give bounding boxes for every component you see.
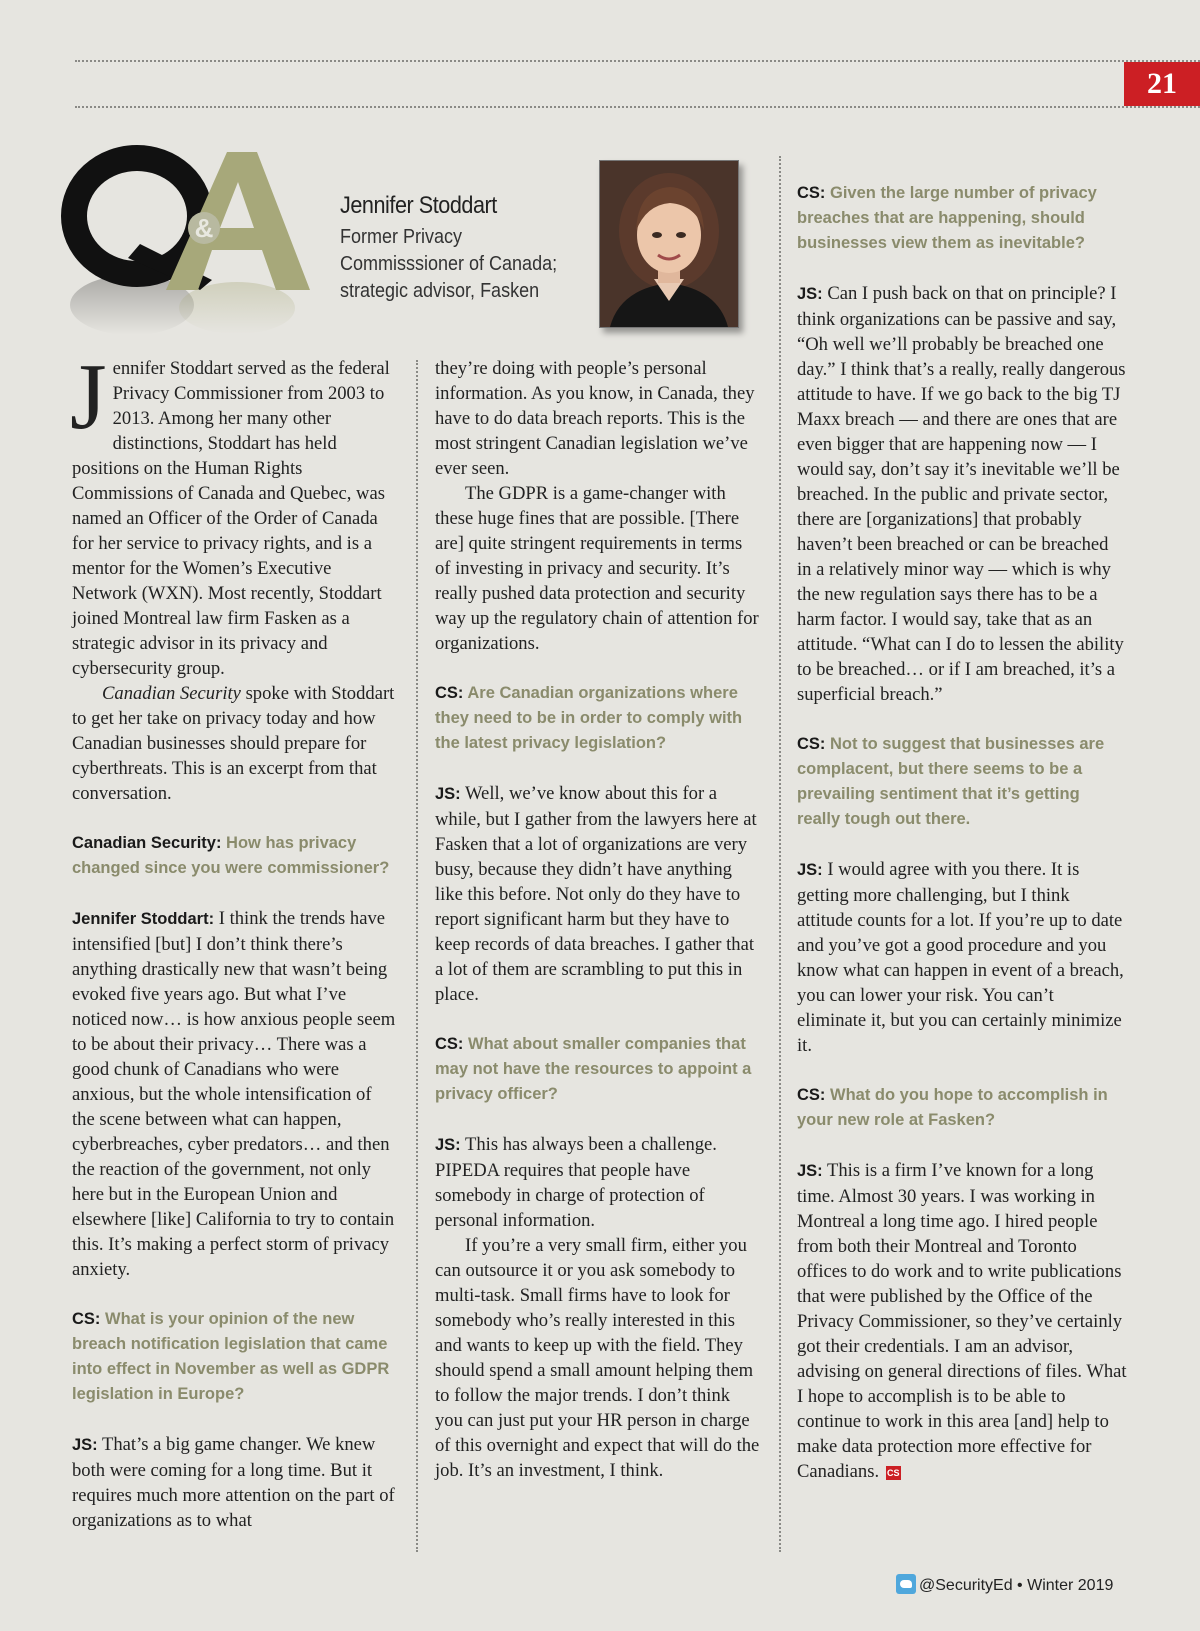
answer-3-text: Well, we’ve know about this for a while, but I gather from the lawyers here at Fasken that a lot of organizations are very busy, because they didn’t have anything like this before. Not only do they have to report significant harm but they have to keep records of data breaches. I gather that a lot of them are scrambling to put this in place.: [435, 783, 757, 1005]
intro-text: ennifer Stoddart served as the federal Privacy Commissioner from 2003 to 2013. Among her many other distinctions, Stoddart has held positions on the Human Rights Commissions of Canada and Quebec, was named an Officer of the Order of Canada for her service to privacy rights, and is a mentor for the Women’s Executive Network (WXN). Most recently, Stoddart joined Montreal law firm Fasken as a strategic advisor in its privacy and cybersecurity group.: [72, 358, 390, 679]
answer-6-label: JS:: [797, 861, 823, 879]
issue-date: Winter 2019: [1027, 1577, 1114, 1594]
answer-4-paragraph-2: If you’re a very small firm, either you can outsource it or you ask somebody to multi-task. Small firms have to look for somebody who’s really interested in this and wants to keep up with the field. They should spend a small amount helping them to follow the major trends. I don’t think you can just put your HR person in charge of this overnight and expect that will do the job. It’s an investment, I think.: [435, 1235, 760, 1481]
ampersand: &: [194, 213, 214, 243]
publication-name: Canadian Security: [102, 683, 241, 704]
footer-separator: •: [1012, 1577, 1028, 1594]
answer-5: [797, 281, 1127, 707]
qa-logo-graphic: [62, 140, 332, 350]
intro-paragraph: [70, 345, 397, 681]
interviewee-title-line-3: strategic advisor, Fasken: [340, 280, 540, 302]
answer-2-text: That’s a big game changer. We knew both were coming for a long time. But it requires much more attention on the part of organizations as to what: [72, 1434, 395, 1531]
header-dotted-rule: [75, 106, 1200, 108]
answer-5-text: Can I push back on that on principle? I think organizations can be passive and say, “Oh well we’ll probably be breached one day.” I think that’s a really, really dangerous attitude to have. If we go back to the big TJ Maxx breach — and there are ones that are even bigger that are happening now — I would say, don’t say it’s inevitable we’ll be breached. In the public and private sector, there are [organizations] that probably haven’t been breached or can be breached in a relatively minor way — which is why the new regulation says there has to be a harm factor. I would say, take that as an attitude. “What can I do to lessen the ability to be breached… or if I am breached, it’s a superficial breach.”: [797, 283, 1126, 705]
answer-2-continued: they’re doing with people’s personal information. As you know, in Canada, they have to do data breach reports. This is the most stringent Canadian legislation we’ve ever seen.: [435, 358, 755, 479]
question-2-label: CS:: [72, 1310, 101, 1328]
answer-2-paragraph-2: The GDPR is a game-changer with these huge fines that are possible. [There are] quite stringent requirements in terms of investing in privacy and security. It’s really pushed data protection and security way up the regulatory chain of attention for organizations.: [435, 483, 759, 654]
page-number: 21: [1124, 62, 1200, 106]
question-1: [72, 831, 397, 881]
column-2: [435, 356, 760, 1483]
question-1-label: Canadian Security:: [72, 834, 222, 852]
answer-7-text: This is a firm I’ve known for a long time. Almost 30 years. I was working in Montreal a long time ago. I hired people from both their Montreal and Toronto offices to do work and to write publications that were published by the Office of the Privacy Commissioner, so they’ve certainly got their credentials. I am an advisor, advising on general directions of files. What I hope to accomplish is to be able to continue to work in this area [and] help to make data protection more effective for Canadians.: [797, 1160, 1127, 1482]
answer-1-label: Jennifer Stoddart:: [72, 910, 215, 928]
drop-cap: J: [70, 345, 107, 449]
footer: [896, 1574, 1113, 1595]
question-5-label: CS:: [797, 184, 826, 202]
answer-3: [435, 781, 760, 1007]
answer-5-label: JS:: [797, 285, 823, 303]
question-5-text: Given the large number of privacy breaches that are happening, should businesses view them as inevitable?: [797, 184, 1097, 252]
intro-2-text: spoke with Stoddart to get her take on privacy today and how Canadian businesses should prepare for cyberthreats. This is an excerpt from that conversation.: [72, 683, 395, 804]
answer-3-label: JS:: [435, 785, 461, 803]
interviewee-name: Jennifer Stoddart: [340, 192, 497, 219]
question-7-text: What do you hope to accomplish in your new role at Fasken?: [797, 1086, 1108, 1129]
interviewee-info: [340, 192, 581, 305]
question-2: [72, 1307, 397, 1407]
interviewee-title-line-1: Former Privacy: [340, 226, 463, 248]
question-2-text: What is your opinion of the new breach notification legislation that came into effect in November as well as GDPR legislation in Europe?: [72, 1310, 390, 1403]
column-divider-2: [779, 156, 781, 1552]
question-6-label: CS:: [797, 735, 826, 753]
answer-1: [72, 906, 397, 1282]
portrait-photo: [599, 160, 739, 328]
answer-6-text: I would agree with you there. It is getting more challenging, but I think attitude counts for a lot. If you’re up to date and you’ve got a good procedure and you know what can happen in event of a breach, you can lower your risk. You can’t eliminate it, but you can certainly minimize it.: [797, 859, 1124, 1056]
question-6-text: Not to suggest that businesses are complacent, but there seems to be a prevailing sentiment that it’s getting really tough out there.: [797, 735, 1105, 828]
twitter-icon[interactable]: [896, 1574, 916, 1594]
question-6: [797, 732, 1127, 832]
intro-paragraph-2: [72, 681, 397, 806]
twitter-handle[interactable]: @SecurityEd: [919, 1577, 1013, 1594]
top-dotted-rule: [75, 60, 1200, 62]
answer-4-text: This has always been a challenge. PIPEDA requires that people have somebody in charge of protection of personal information.: [435, 1134, 717, 1231]
question-4: [435, 1032, 760, 1107]
answer-7-label: JS:: [797, 1162, 823, 1180]
question-5: [797, 181, 1127, 256]
portrait-illustration: [600, 161, 738, 327]
question-1-text: How has privacy changed since you were commissioner?: [72, 834, 390, 877]
column-3: [797, 181, 1127, 1484]
question-4-label: CS:: [435, 1035, 464, 1053]
answer-4: [435, 1132, 760, 1233]
answer-2-label: JS:: [72, 1436, 98, 1454]
answer-4-label: JS:: [435, 1136, 461, 1154]
end-mark-icon: CS: [887, 1468, 900, 1478]
qa-logo: [62, 140, 332, 350]
interviewee-title-line-2: Commisssioner of Canada;: [340, 253, 558, 275]
question-7: [797, 1083, 1127, 1133]
column-1: [70, 345, 397, 1533]
column-divider-1: [416, 360, 418, 1552]
answer-6: [797, 857, 1127, 1058]
question-7-label: CS:: [797, 1086, 826, 1104]
answer-1-text: I think the trends have intensified [but] I don’t think there’s anything drastically new that wasn’t being evoked five years ago. But what I’ve noticed now… is how anxious people seem to be about their privacy… There was a good chunk of Canadians who were anxious, but the whole intensification of the scene between what can happen, cyberbreaches, cyber predators… and then the reaction of the government, not only here but in the European Union and elsewhere [like] California to try to contain this. It’s making a perfect storm of privacy anxiety.: [72, 908, 396, 1280]
question-3-label: CS:: [435, 684, 464, 702]
question-3: [435, 681, 760, 756]
question-3-text: Are Canadian organizations where they need to be in order to comply with the latest privacy legislation?: [435, 684, 743, 752]
answer-2: [72, 1432, 397, 1533]
answer-7: [797, 1158, 1127, 1484]
question-4-text: What about smaller companies that may not have the resources to appoint a privacy officer?: [435, 1035, 752, 1103]
